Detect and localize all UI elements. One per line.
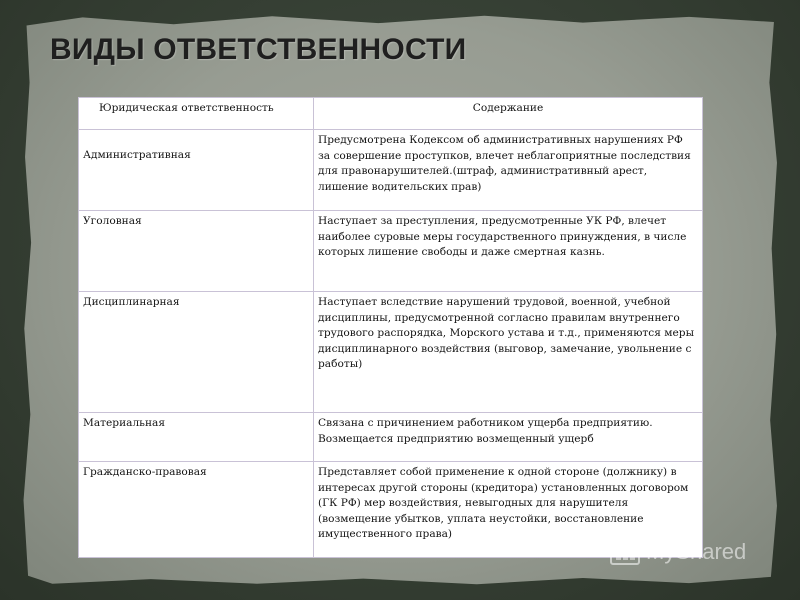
myshared-watermark [608,537,746,567]
row-type: Гражданско-правовая [79,462,314,558]
watermark-text: MyShared [646,539,747,564]
row-content: Предусмотрена Кодексом об административных нарушениях РФ за совершение проступков, влечет неблагоприятные последствия для правонарушителей.(штраф, административный арест, лишение водительских прав) [314,130,703,211]
row-content: Наступает вследствие нарушений трудовой, военной, учебной дисциплины, предусмотренной согласно правилам внутреннего трудового распорядка, Морского устава и т.д., применяются меры дисциплинарного воздействия (выговор, замечание, увольнение с работы) [314,292,703,413]
header-content: Содержание [314,98,703,130]
row-type: Материальная [79,413,314,462]
responsibility-table [78,97,703,558]
row-type: Дисциплинарная [79,292,314,413]
table-row [79,130,703,211]
row-type: Административная [79,130,314,211]
slide-title: ВИДЫ ОТВЕТСТВЕННОСТИ [50,33,467,66]
table-row [79,413,703,462]
table-row [79,292,703,413]
header-legal-responsibility: Юридическая ответственность [79,98,314,130]
row-content: Представляет собой применение к одной стороне (должнику) в интересах другой стороны (кредитора) установленных договором (ГК РФ) мер воздействия, невыгодных для нарушителя (возмещение убытков, уплата неустойки, восстановление имущественного права) [314,462,703,558]
row-type: Уголовная [79,211,314,292]
row-content: Связана с причинением работником ущерба предприятию. Возмещается предприятию возмещенный ущерб [314,413,703,462]
table-row [79,211,703,292]
table-header-row [79,98,703,130]
row-content: Наступает за преступления, предусмотренные УК РФ, влечет наиболее суровые меры государственного принуждения, в числе которых лишение свободы и даже смертная казнь. [314,211,703,292]
myshared-logo-icon [608,537,642,567]
